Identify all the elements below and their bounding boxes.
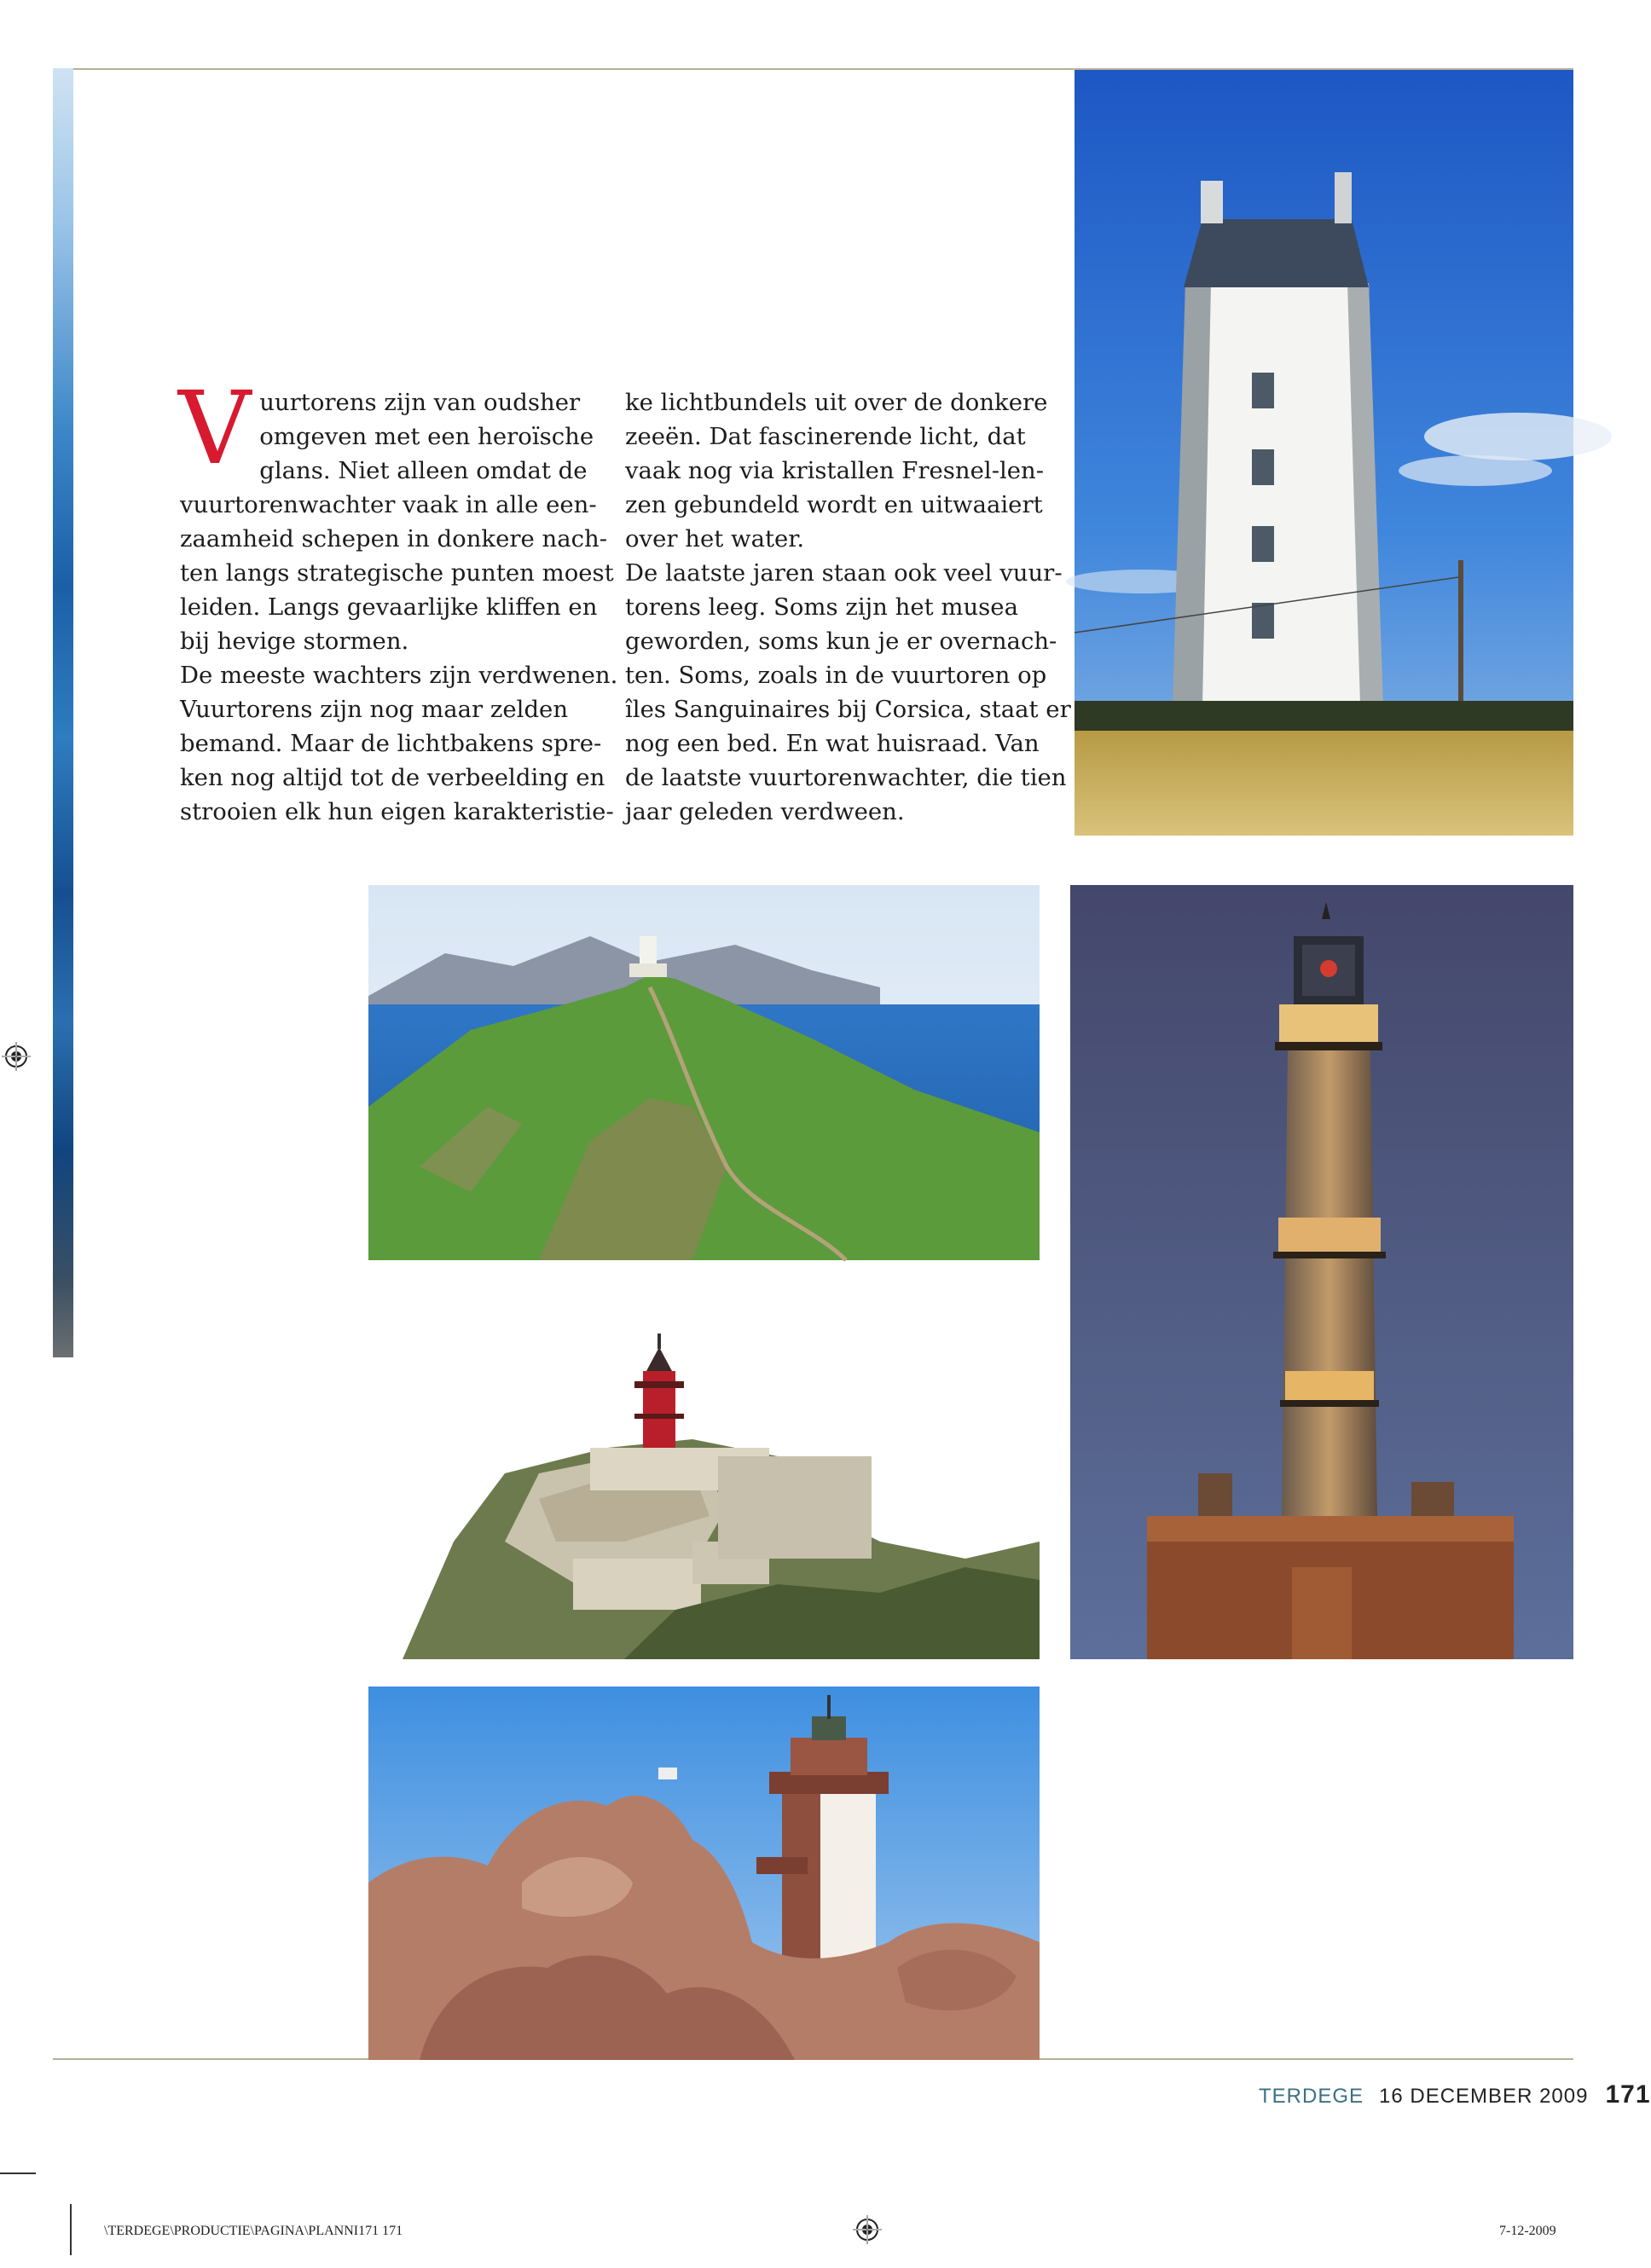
print-date: 7-12-2009 [1499,2224,1556,2238]
article-column-1 [178,369,618,829]
crop-mark [0,2173,36,2174]
text-line: îles Sanguinaires bij Corsica, staat er [625,696,1071,723]
photo-green-headland-lighthouse [368,885,1040,1260]
photo-red-lighthouse-fort [368,1286,1040,1659]
page-folio [1259,2080,1651,2109]
text-line: bij hevige stormen. [180,628,409,655]
page-number: 171 [1605,2080,1651,2109]
crop-mark [70,2204,72,2255]
text-line: vuurtorenwachter vaak in alle een- [180,491,597,518]
sea-photo-bleed-strip [53,68,73,1357]
text-line: zaamheid schepen in donkere nach- [180,525,608,553]
text-line: de laatste vuurtorenwachter, die tien [625,764,1067,791]
text-line: Vuurtorens zijn nog maar zelden [180,696,569,723]
text-line: De meeste wachters zijn verdwenen. [180,662,618,689]
text-line: torens leeg. Soms zijn het musea [625,593,1018,621]
text-line: ke lichtbundels uit over de donkere [625,389,1048,416]
article-column-2 [625,385,1071,829]
text-line: ten langs strategische punten moest [180,559,614,587]
text-line: geworden, soms kun je er overnach- [625,628,1057,655]
drop-cap: V [178,369,252,487]
text-line: zeeën. Dat fascinerende licht, dat [625,423,1026,450]
photo-granite-rocks-lighthouse [368,1687,1040,2060]
text-line: ken nog altijd tot de verbeelding en [180,764,605,791]
text-line: ten. Soms, zoals in de vuurtoren op [625,662,1047,689]
photo-illuminated-stone-lighthouse [1070,885,1573,1659]
registration-mark-icon [2,1042,31,1071]
magazine-name: TERDEGE [1259,2085,1364,2108]
text-line: uurtorens zijn van oudsher [259,389,581,416]
text-line: jaar geleden verdween. [625,798,905,825]
text-line: omgeven met een heroïsche [259,423,594,450]
text-line: strooien elk hun eigen karakteristie- [180,798,614,825]
issue-date: 16 DECEMBER 2009 [1379,2085,1589,2108]
text-line: De laatste jaren staan ook veel vuur- [625,559,1063,587]
text-line: zen gebundeld wordt en uitwaaiert [625,491,1043,518]
text-line: bemand. Maar de lichtbakens spre- [180,730,602,757]
text-line: over het water. [625,525,805,553]
photo-white-square-lighthouse [1075,70,1573,836]
text-line: nog een bed. En wat huisraad. Van [625,730,1040,757]
text-line: vaak nog via kristallen Fresnel-len- [625,457,1045,484]
production-slug: \TERDEGE\PRODUCTIE\PAGINA\PLANNI171 171 [104,2224,403,2238]
text-line: glans. Niet alleen omdat de [259,457,588,484]
registration-mark-icon [853,2215,882,2244]
text-line: leiden. Langs gevaarlijke kliffen en [180,593,598,621]
